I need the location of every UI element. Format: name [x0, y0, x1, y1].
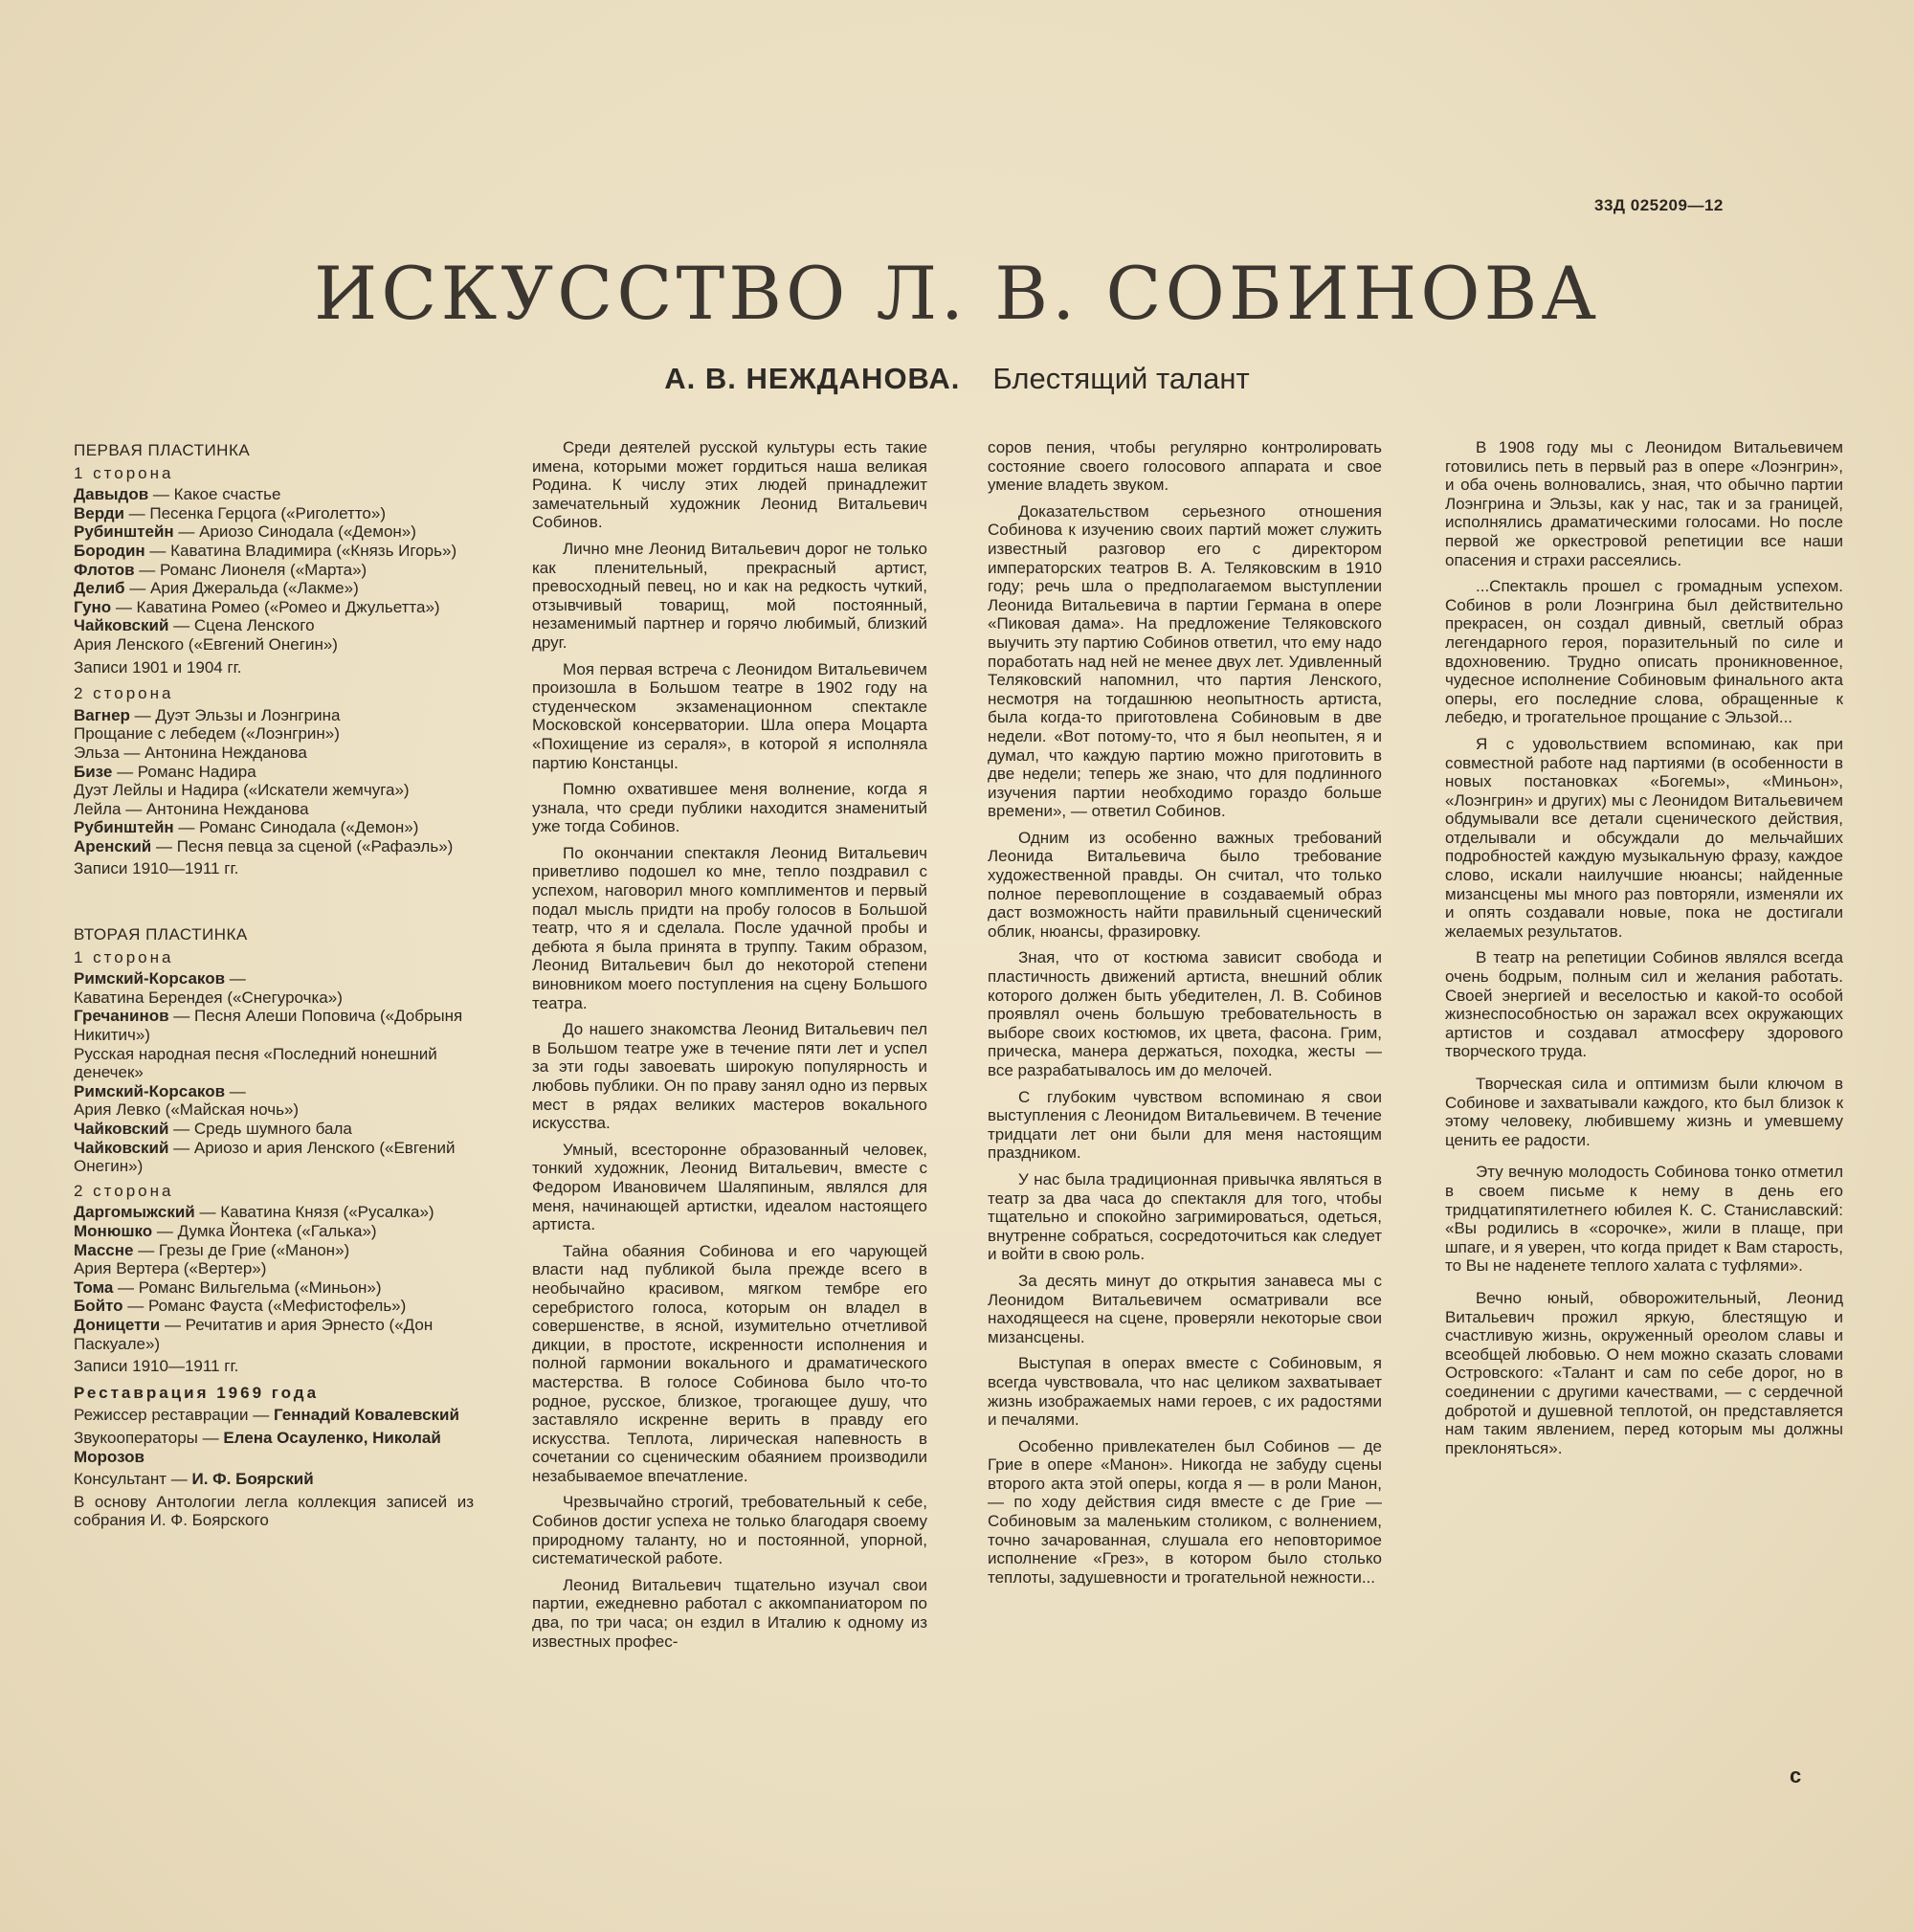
article-paragraph: Творческая сила и оптимизм были ключом в Собинове и захватывали каждого, кто был близок к этому человеку, любившему жизнь и умевшему ценить ее радости.	[1445, 1075, 1843, 1149]
track-composer: Делиб	[74, 579, 125, 598]
track-composer: Рубинштейн	[74, 522, 174, 542]
track-item: Бородин — Каватина Владимира («Князь Игорь»)	[74, 541, 457, 560]
credit-item: Консультант — И. Ф. Боярский	[74, 1470, 314, 1489]
article-paragraph: Выступая в операх вместе с Собиновым, я всегда чувствовала, что нас целиком захватывает жизнь изображаемых нами героев, с их радостями и печалями.	[988, 1354, 1382, 1430]
record1-side2-tracks	[74, 706, 474, 856]
record2-side1-tracks	[74, 969, 474, 1176]
track-item: Вагнер — Дуэт Эльзы и Лоэнгрина	[74, 705, 341, 724]
restoration-note: В основу Антологии легла коллекция записей из собрания И. Ф. Боярского	[74, 1492, 474, 1530]
track-item: Римский-Корсаков —	[74, 969, 246, 988]
credit-item: Звукооператоры — Елена Осауленко, Николай Морозов	[74, 1428, 441, 1466]
record2-heading: ВТОРАЯ ПЛАСТИНКА	[74, 925, 248, 944]
record1-heading: ПЕРВАЯ ПЛАСТИНКА	[74, 441, 251, 459]
track-composer: Гуно	[74, 597, 112, 616]
article-paragraph: Среди деятелей русской культуры есть такие имена, которыми может гордиться наша великая Родина. К числу этих людей принадлежит замечательный художник Леонид Витальевич Собинов.	[532, 438, 927, 532]
article-paragraph: Одним из особенно важных требований Леонида Витальевича было требование художественной правды. Он считал, что только полное перевоплощение в создаваемый образ даст возможность найти правильный сценический облик, нюансы, фразировку.	[988, 828, 1382, 941]
track-composer: Бойто	[74, 1297, 123, 1316]
article-paragraph: Эту вечную молодость Собинова тонко отметил в своем письме к нему в день его тридцатипятилетнего юбилея К. С. Станиславский: «Вы родились в «сорочке», жили в плаще, при шпаге, и я уверен, что когда придет к Вам старость, то Вы не наденете теплого халата с туфлями».	[1445, 1163, 1843, 1276]
restoration-heading: Реставрация 1969 года	[74, 1383, 320, 1402]
restoration-credits	[74, 1406, 474, 1488]
article-paragraph: У нас была традиционная привычка являться в театр за два часа до спектакля для того, чтобы тщательно и спокойно загримироваться, одеться, внутренне собраться, сосредоточиться как следует и войти в свою роль.	[988, 1169, 1382, 1264]
track-item: Эльза — Антонина Нежданова	[74, 743, 307, 762]
track-item: Аренский — Песня певца за сценой («Рафаэль»)	[74, 836, 454, 855]
track-item: Доницетти — Речитатив и ария Эрнесто («Дон Паскуале»)	[74, 1315, 434, 1353]
track-item: Делиб — Ария Джеральда («Лакме»)	[74, 579, 359, 598]
track-composer: Даргомыжский	[74, 1203, 195, 1222]
track-item: Даргомыжский — Каватина Князя («Русалка»)	[74, 1203, 434, 1222]
record1-side2-heading: 2 сторона	[74, 684, 174, 703]
track-item: Бизе — Романс Надира	[74, 762, 256, 781]
article-paragraph: Вечно юный, обворожительный, Леонид Витальевич прожил яркую, блестящую и счастливую жизнь, окруженный ореолом славы и всеобщей любовью. О нем можно сказать словами Островского: «Талант и сам по себе дорог, но в соединении с другими качествами, — с сердечной добротой и душевной теплотой, он представляется нам таким явлением, перед которым мы должны преклоняться».	[1445, 1288, 1843, 1457]
track-composer: Римский-Корсаков	[74, 969, 226, 988]
record1-side1-note: Записи 1901 и 1904 гг.	[74, 657, 242, 677]
track-composer: Бородин	[74, 541, 145, 560]
article-title: Блестящий талант	[992, 362, 1250, 395]
record2-side1-heading: 1 сторона	[74, 947, 174, 966]
track-composer: Вагнер	[74, 705, 130, 724]
article-column-2	[988, 438, 1382, 1594]
track-item: Лейла — Антонина Нежданова	[74, 799, 309, 818]
track-item: Рубинштейн — Романс Синодала («Демон»)	[74, 818, 419, 837]
track-composer: Чайковский	[74, 616, 169, 635]
article-paragraph: Моя первая встреча с Леонидом Витальевичем произошла в Большом театре в 1902 году на студенческом экзаменационном спектакле Московской консерватории. Шла опера Моцарта «Похищение из сераля», в которой я исполняла партию Констанцы.	[532, 659, 927, 772]
article-paragraph: С глубоким чувством вспоминаю я свои выступления с Леонидом Витальевичем. В течение тридцати лет они были для меня настоящим праздником.	[988, 1087, 1382, 1163]
track-item: Массне — Грезы де Грие («Манон»)	[74, 1240, 350, 1259]
track-composer: Монюшко	[74, 1221, 153, 1240]
article-subtitle	[0, 362, 1914, 396]
track-item: Прощание с лебедем («Лоэнгрин»)	[74, 724, 340, 744]
track-item: Чайковский — Сцена Ленского	[74, 616, 315, 635]
tracklist-column	[74, 438, 474, 1534]
track-item: Ария Вертера («Вертер»)	[74, 1259, 267, 1278]
article-author: А. В. НЕЖДАНОВА.	[664, 362, 961, 395]
track-composer: Массне	[74, 1240, 134, 1259]
track-composer: Бизе	[74, 762, 113, 781]
article-paragraph: Умный, всесторонне образованный человек, тонкий художник, Леонид Витальевич, вместе с Федором Ивановичем Шаляпиным, являлся для меня, начинающей артистки, идеалом настоящего артиста.	[532, 1140, 927, 1234]
track-item: Римский-Корсаков —	[74, 1081, 246, 1100]
track-composer: Чайковский	[74, 1120, 169, 1138]
article-paragraph: Тайна обаяния Собинова и его чарующей власти над публикой была прежде всего в необычайно красивом, мягком тембре его серебристого голоса, которым он владел в совершенстве, в ясной, изумительно отчетливой дикции, в простоте, искренности исполнения и полной гармонии вокального и драматического мастерства. В голосе Собинова было что-то родное, русское, близкое, трогающее душу, что заставляло искренне верить в правду его искусства. Теплота, лирическая напевность в сочетании со сценическим обаянием производили незабываемое впечатление.	[532, 1241, 927, 1485]
article-paragraph: До нашего знакомства Леонид Витальевич пел в Большом театре уже в течение пяти лет и успел за эти годы завоевать широкую популярность и любовь публики. Он по праву занял одно из первых мест в рядах великих мастеров вокального искусства.	[532, 1020, 927, 1133]
track-composer: Гречанинов	[74, 1007, 169, 1026]
track-item: Гречанинов — Песня Алеши Поповича («Добрыня Никитич»)	[74, 1007, 463, 1045]
track-item: Чайковский — Ариозо и ария Ленского («Евгений Онегин»)	[74, 1138, 456, 1176]
article-paragraph: соров пения, чтобы регулярно контролировать состояние своего голосового аппарата и свое умение владеть звуком.	[988, 438, 1382, 495]
track-item: Каватина Берендея («Снегурочка»)	[74, 988, 343, 1007]
record1-side2-note: Записи 1910—1911 гг.	[74, 859, 239, 878]
article-paragraph: За десять минут до открытия занавеса мы с Леонидом Витальевичем осматривали все находящееся на сцене, проверяли некоторые свои мизансцены.	[988, 1271, 1382, 1346]
article-paragraph: Я с удовольствием вспоминаю, как при совместной работе над партиями (в особенности в новых постановках «Богемы», «Миньон», «Лоэнгрин» и других) мы с Леонидом Витальевичем обдумывали все детали сценического действия, отделывали и обсуждали до мельчайших подробностей каждую музыкальную фразу, каждое слово, искали наилучшие нюансы; найденные мизансцены мы много раз повторяли, изменяли их и опять создавали новые, пока не достигали желаемых результатов.	[1445, 734, 1843, 941]
track-item: Бойто — Романс Фауста («Мефистофель»)	[74, 1297, 407, 1316]
track-item: Монюшко — Думка Йонтека («Галька»)	[74, 1221, 377, 1240]
record2-side2-tracks	[74, 1203, 474, 1353]
track-item: Флотов — Романс Лионеля («Марта»)	[74, 560, 367, 579]
article-paragraph: Зная, что от костюма зависит свобода и пластичность движений артиста, внешний облик которого должен быть убедителен, Л. В. Собинов проявлял очень большую требовательность в выборе своих костюмов, их цвета, фасона. Грим, прическа, манера держаться, походка, жесты — все разрабатывалось им до мелочей.	[988, 948, 1382, 1079]
track-composer: Аренский	[74, 836, 152, 855]
record2-side2-heading: 2 сторона	[74, 1181, 174, 1200]
track-item: Тома — Романс Вильгельма («Миньон»)	[74, 1277, 382, 1297]
track-item: Верди — Песенка Герцога («Риголетто»)	[74, 503, 386, 522]
track-item: Давыдов — Какое счастье	[74, 485, 281, 504]
article-paragraph: В 1908 году мы с Леонидом Витальевичем готовились петь в первый раз в опере «Лоэнгрин», и оба очень волновались, зная, что обычно партии Лоэнгрина и Эльзы, как у нас, так и за границей, исполнялись драматическими голосами. Но после первой же оркестровой репетиции все наши опасения и страхи рассеялись.	[1445, 438, 1843, 569]
record1-side1-heading: 1 сторона	[74, 463, 174, 482]
record1-side1-tracks	[74, 485, 474, 654]
track-composer: Флотов	[74, 560, 135, 579]
track-composer: Тома	[74, 1277, 114, 1297]
credit-item: Режиссер реставрации — Геннадий Ковалевский	[74, 1406, 459, 1425]
page-mark: с	[1790, 1764, 1802, 1788]
track-item: Гуно — Каватина Ромео («Ромео и Джульетта»)	[74, 597, 440, 616]
track-composer: Верди	[74, 503, 124, 522]
track-composer: Чайковский	[74, 1138, 169, 1157]
track-composer: Доницетти	[74, 1315, 161, 1334]
track-item: Ария Ленского («Евгений Онегин»)	[74, 634, 338, 654]
page-title: ИСКУССТВО Л. В. СОБИНОВА	[314, 251, 1600, 336]
article-column-3	[1445, 438, 1843, 1465]
article-paragraph: Доказательством серьезного отношения Собинова к изучению своих партий может служить известный разговор его с директором императорских театров В. А. Теляковским в 1910 году; речь шла о предполагаемом выступлении Леонида Витальевича в партии Германа в опере «Пиковая дама». На предложение Теляковского выучить эту партию Собинов ответил, что ему надо поработать над ней не менее двух лет. Удивленный Теляковский напомнил, что партия Ленского, несмотря на тогдашнюю неопытность артиста, была когда-то приготовлена Собиновым в две недели. «Вот потому-то, что я был неопытен, я и думал, что каждую партию можно приготовить в две недели; теперь же знаю, что для подлинного изучения партии необходимо гораздо больше времени», — ответил Собинов.	[988, 501, 1382, 821]
article-paragraph: Чрезвычайно строгий, требовательный к себе, Собинов достиг успеха не только благодаря своему природному таланту, но и постоянной, упорной, систематической работе.	[532, 1493, 927, 1568]
track-composer: Рубинштейн	[74, 818, 174, 837]
catalog-number: 33Д 025209—12	[1594, 196, 1724, 214]
article-paragraph: ...Спектакль прошел с громадным успехом. Собинов в роли Лоэнгрина был действительно прекрасен, он создал дивный, светлый образ легендарного героя, поразительный по силе и вдохновению. Трудно описать проникновенное, чудесное исполнение Собиновым финального акта оперы, его последние слова, обращенные к лебедю, и трогательное прощание с Эльзой...	[1445, 577, 1843, 727]
track-item: Дуэт Лейлы и Надира («Искатели жемчуга»)	[74, 781, 410, 800]
track-item: Чайковский — Средь шумного бала	[74, 1120, 352, 1138]
track-composer: Римский-Корсаков	[74, 1081, 226, 1100]
track-item: Ария Левко («Майская ночь»)	[74, 1100, 300, 1120]
track-composer: Давыдов	[74, 485, 149, 504]
article-column-1	[532, 438, 927, 1658]
article-paragraph: Леонид Витальевич тщательно изучал свои партии, ежедневно работал с аккомпаниатором по два, по три часа; он ездил в Италию к одному из известных профес-	[532, 1575, 927, 1651]
article-paragraph: По окончании спектакля Леонид Витальевич приветливо подошел ко мне, тепло поздравил с успехом, наговорил много комплиментов и первый подал мысль придти на пробу голосов в Большой театр, что я и сделала. После удачной пробы и дебюта я была принята в труппу. Таким образом, Леонид Витальевич был до некоторой степени виновником моего поступления на сцену Большого театра.	[532, 843, 927, 1012]
article-paragraph: Помню охватившее меня волнение, когда я узнала, что среди публики находится знаменитый уже тогда Собинов.	[532, 780, 927, 836]
article-paragraph: В театр на репетиции Собинов являлся всегда очень бодрым, полным сил и желания работать. Своей энергией и веселостью и какой-то особой жизнеспособностью он заражал всех окружающих артистов и создавал атмосферу здорового творческого труда.	[1445, 948, 1843, 1061]
article-paragraph: Лично мне Леонид Витальевич дорог не только как пленительный, прекрасный артист, превосходный певец, но и как на редкость чуткий, отзывчивый товарищ, мой постоянный, незаменимый партнер и горячо любимый, близкий друг.	[532, 539, 927, 652]
article-paragraph: Особенно привлекателен был Собинов — де Грие в опере «Манон». Никогда не забуду сцены второго акта этой оперы, когда я — в роли Манон, — по ходу действия сидя вместе с де Грие — Собиновым за маленьким столиком, с волнением, точно зачарованная, слушала его неповторимое исполнение «Грез», в котором было столько теплоты, задушевности и трогательной нежности...	[988, 1436, 1382, 1587]
track-item: Рубинштейн — Ариозо Синодала («Демон»)	[74, 522, 416, 542]
track-item: Русская народная песня «Последний нонешний денечек»	[74, 1044, 437, 1082]
record2-side2-note: Записи 1910—1911 гг.	[74, 1357, 239, 1376]
